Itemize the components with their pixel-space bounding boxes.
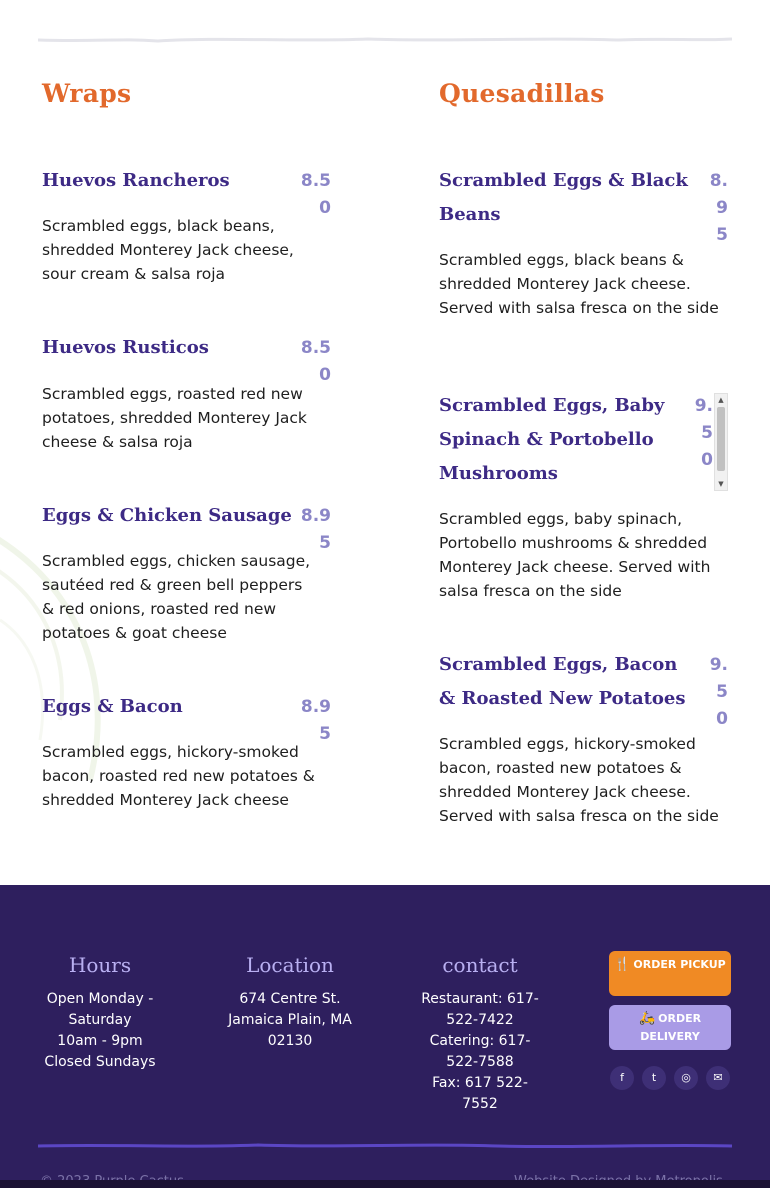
quesadilla-item-name: Scrambled Eggs & Black Beans	[439, 170, 688, 225]
wrap-item-price: 8.95	[300, 697, 331, 744]
wrap-item-name: Eggs & Bacon	[42, 696, 183, 717]
scooter-icon: 🛵	[638, 1011, 656, 1026]
fax-number: Fax: 617 522-7552	[432, 1075, 528, 1112]
contact-title: contact	[442, 953, 518, 977]
top-divider	[38, 33, 732, 45]
hours-title: Hours	[68, 953, 132, 977]
instagram-icon[interactable]: ◎	[674, 1066, 698, 1090]
address-line: Jamaica Plain, MA 02130	[228, 1012, 352, 1049]
wrap-item-desc: Scrambled eggs, chicken sausage, sautéed red & green bell peppers & red onions, roasted red new potatoes & goat cheese	[42, 552, 311, 642]
wrap-item-name: Huevos Rusticos	[42, 337, 209, 358]
order-pickup-label: ORDER PICKUP	[633, 958, 726, 971]
wrap-item-name: Eggs & Chicken Sausage	[42, 505, 292, 526]
section-title-wraps: Wraps	[42, 79, 132, 108]
footer-torn-edge	[0, 878, 770, 900]
wrap-item-desc: Scrambled eggs, roasted red new potatoes, shredded Monterey Jack cheese & salsa roja	[42, 385, 307, 451]
quesadilla-item-price: 9.50	[709, 655, 728, 729]
contact-block	[415, 989, 545, 1115]
facebook-icon[interactable]: f	[610, 1066, 634, 1090]
scroll-down-icon[interactable]: ▼	[718, 480, 724, 488]
location-title: Location	[246, 953, 334, 977]
scroll-thumb[interactable]	[717, 407, 725, 471]
quesadilla-item-name: Scrambled Eggs, Baby Spinach & Portobello Mushrooms	[439, 395, 665, 484]
scroll-up-icon[interactable]: ▲	[718, 396, 724, 404]
order-delivery-label: ORDER DELIVERY	[640, 1012, 702, 1043]
address-line: 674 Centre St.	[239, 991, 341, 1007]
quesadilla-item-desc: Scrambled eggs, baby spinach, Portobello mushrooms & shredded Monterey Jack cheese. Served with salsa fresca on the side	[439, 510, 711, 600]
section-title-quesadillas: Quesadillas	[439, 79, 605, 108]
order-pickup-button[interactable]	[609, 951, 731, 996]
hours-block	[30, 989, 170, 1073]
hours-line: 10am - 9pm	[57, 1033, 143, 1049]
hours-line: Closed Sundays	[44, 1054, 156, 1070]
wrap-item-price: 8.50	[300, 171, 331, 218]
quesadilla-item-desc: Scrambled eggs, black beans & shredded Monterey Jack cheese. Served with salsa fresca on the side	[439, 251, 719, 317]
wrap-item-desc: Scrambled eggs, black beans, shredded Monterey Jack cheese, sour cream & salsa roja	[42, 217, 294, 283]
bottom-bar	[0, 1180, 770, 1188]
wrap-item-price: 8.95	[300, 506, 331, 553]
footer-divider	[38, 1140, 732, 1150]
wrap-item-desc: Scrambled eggs, hickory-smoked bacon, roasted red new potatoes & shredded Monterey Jack cheese	[42, 743, 315, 809]
quesadilla-item-desc: Scrambled eggs, hickory-smoked bacon, roasted new potatoes & shredded Monterey Jack cheese. Served with salsa fresca on the side	[439, 735, 719, 825]
utensils-icon: 🍴	[614, 957, 631, 972]
quesadilla-item-name: Scrambled Eggs, Bacon & Roasted New Potatoes	[439, 654, 686, 709]
mail-icon[interactable]: ✉	[706, 1066, 730, 1090]
wrap-item-price: 8.50	[300, 338, 331, 385]
phone-restaurant[interactable]: Restaurant: 617-522-7422	[421, 991, 539, 1028]
quesadilla-item-price: 8.95	[709, 171, 728, 245]
item-scrollbar[interactable]	[714, 393, 728, 491]
twitter-icon[interactable]: t	[642, 1066, 666, 1090]
wrap-item-name: Huevos Rancheros	[42, 170, 230, 191]
phone-catering[interactable]: Catering: 617-522-7588	[429, 1033, 531, 1070]
hours-line: Open Monday - Saturday	[46, 991, 154, 1028]
location-block	[225, 989, 355, 1052]
quesadilla-item-price: 9.50	[694, 396, 713, 470]
order-delivery-button[interactable]	[609, 1005, 731, 1050]
